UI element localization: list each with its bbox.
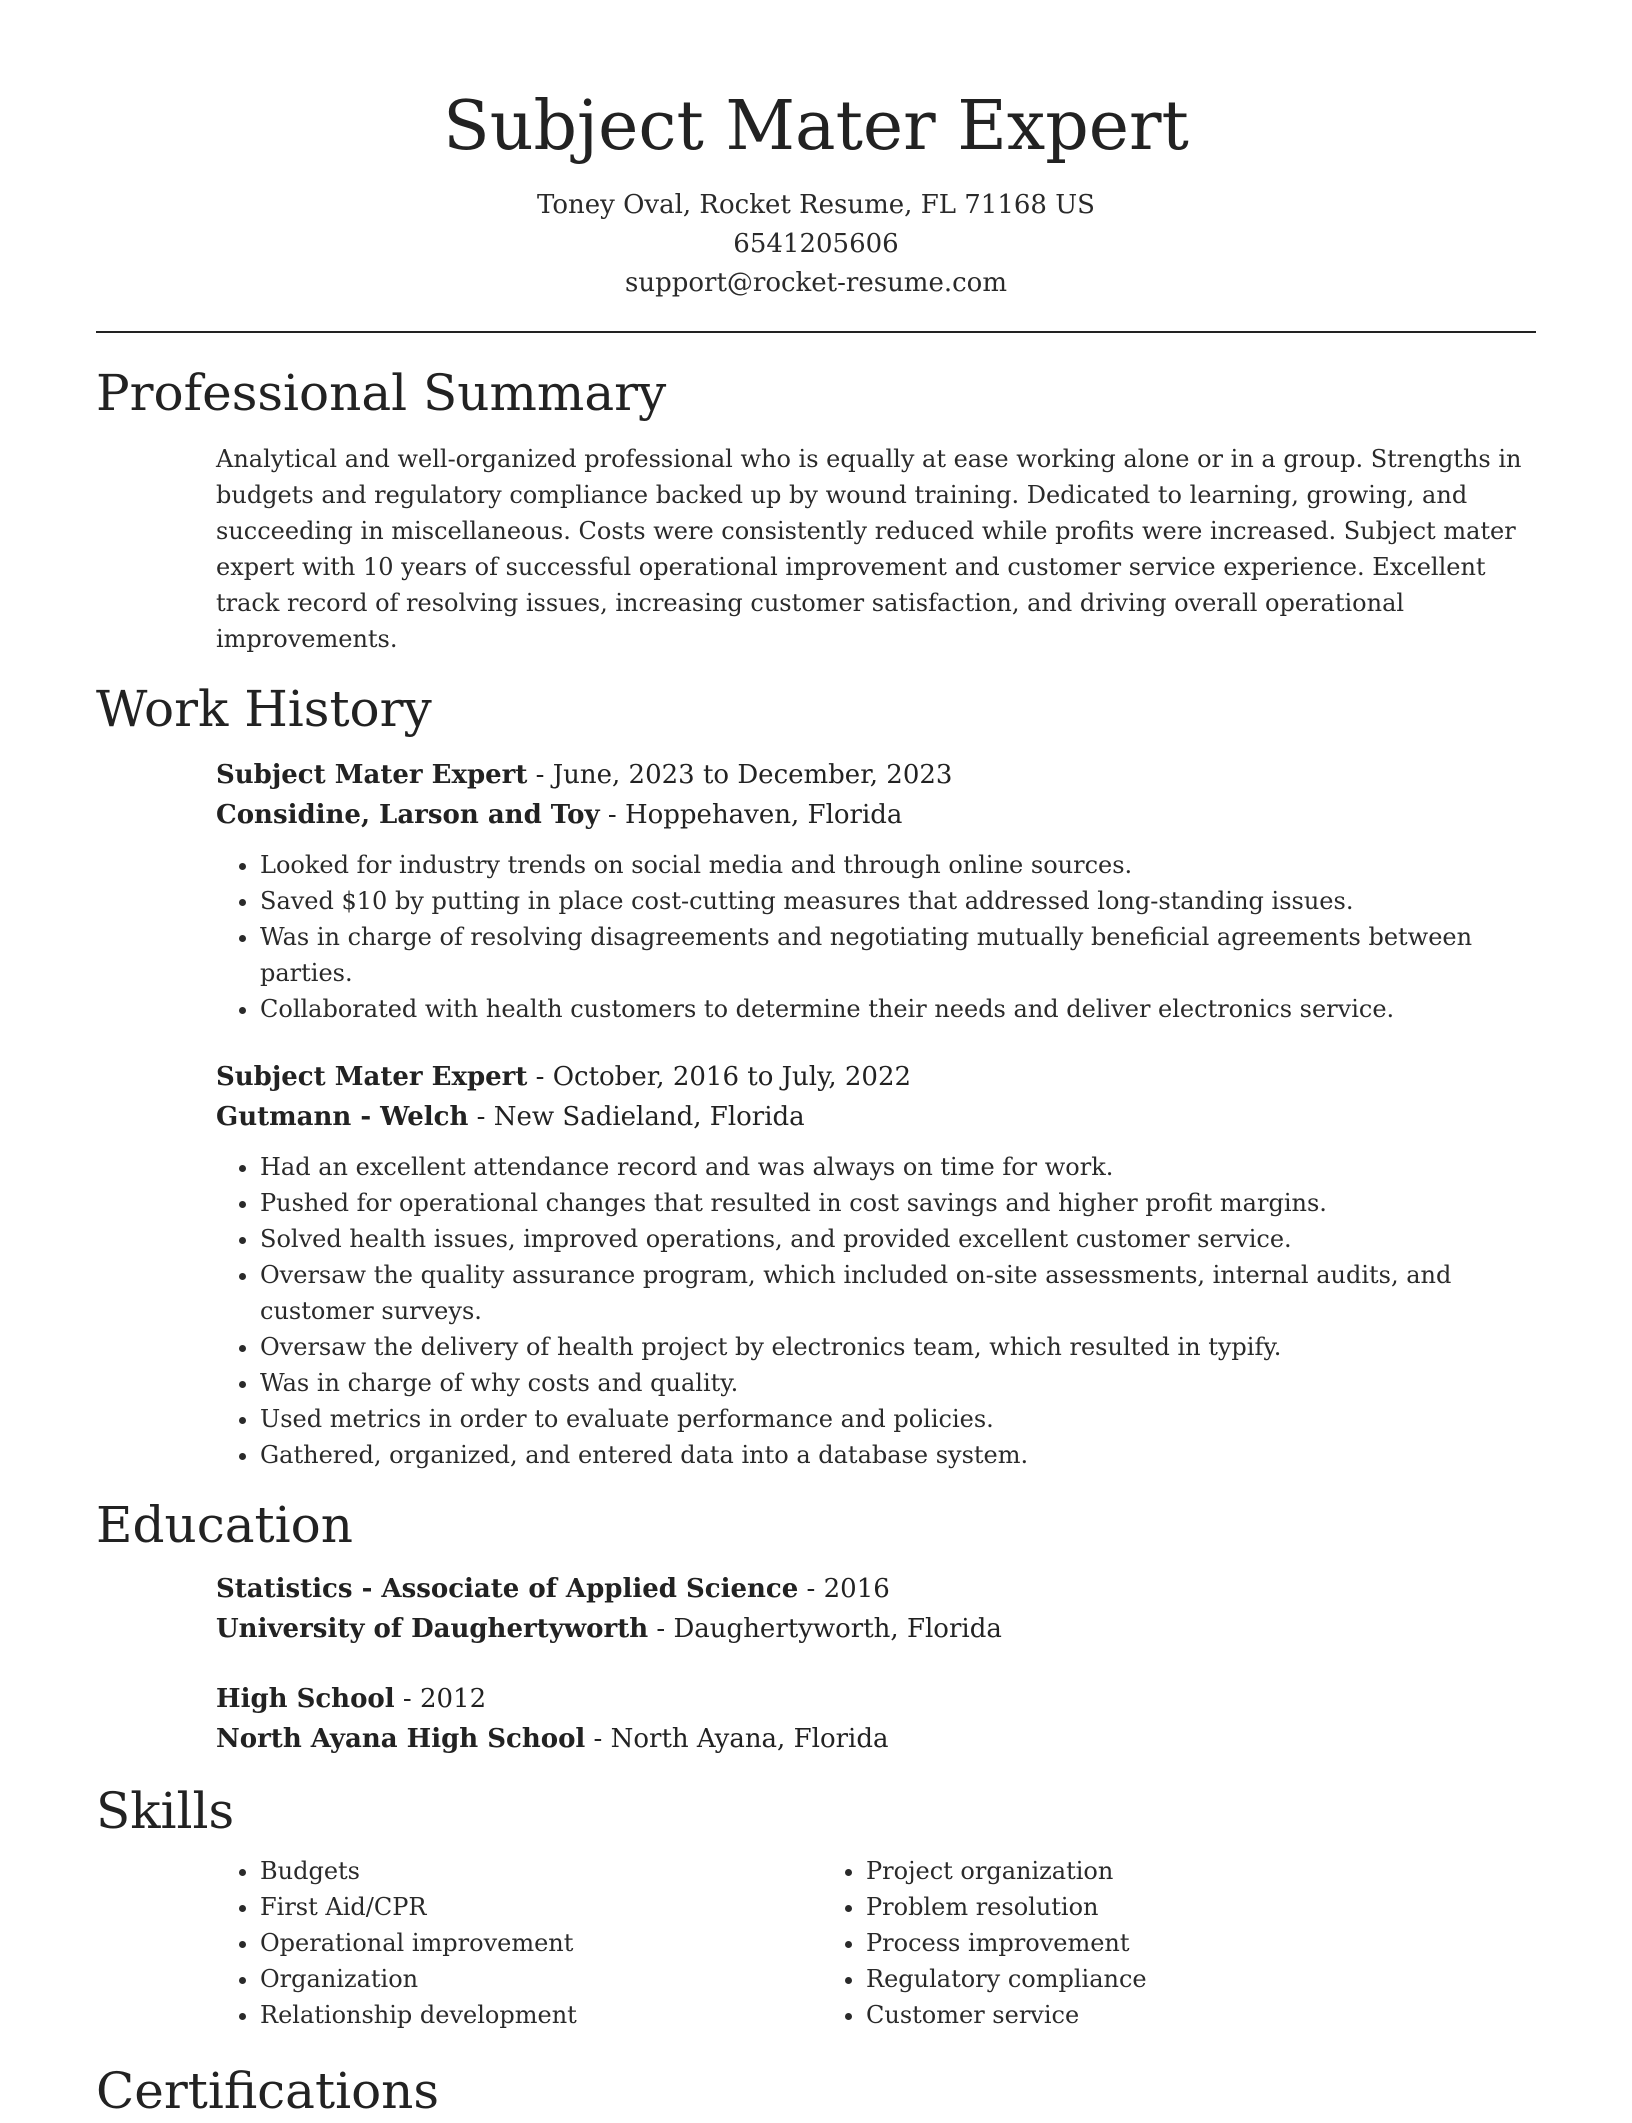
skill-item: • Operational improvement: [260, 1925, 822, 1961]
job-bullet: • Pushed for operational changes that resulted in cost savings and higher profit margins.: [260, 1185, 1536, 1221]
job-bullet: • Used metrics in order to evaluate performance and policies.: [260, 1401, 1536, 1437]
education-entry: [216, 1569, 1536, 1649]
skill-item: • Budgets: [260, 1853, 822, 1889]
skill-item: • Project organization: [866, 1853, 1428, 1889]
job-bullet: • Collaborated with health customers to determine their needs and deliver electronics service.: [260, 991, 1536, 1027]
resume-header: [96, 0, 1536, 303]
job-bullet: • Was in charge of resolving disagreements and negotiating mutually beneficial agreements between parties.: [260, 919, 1536, 991]
education-location: - Daughertyworth, Florida: [648, 1614, 1002, 1644]
job-company: Gutmann - Welch: [216, 1102, 469, 1132]
job-company: Considine, Larson and Toy: [216, 800, 600, 830]
education-degree-line: [216, 1569, 1536, 1609]
job-role: Subject Mater Expert: [216, 760, 528, 790]
education-school-line: [216, 1719, 1536, 1759]
skills-grid: [216, 1853, 1536, 2033]
job-title-line: [216, 1057, 1536, 1097]
job-bullet: • Had an excellent attendance record and was always on time for work.: [260, 1149, 1536, 1185]
resume-page: [96, 0, 1536, 2123]
skills-column-left: [216, 1853, 822, 2033]
skill-item: • Process improvement: [866, 1925, 1428, 1961]
certifications-section: [96, 2059, 1536, 2123]
job-company-line: [216, 1097, 1536, 1137]
job-bullet: • Saved $10 by putting in place cost-cutting measures that addressed long-standing issues.: [260, 883, 1536, 919]
job-bullet: • Solved health issues, improved operations, and provided excellent customer service.: [260, 1221, 1536, 1257]
job-title-line: [216, 755, 1536, 795]
job-location: - New Sadieland, Florida: [468, 1102, 805, 1132]
education-year: - 2016: [798, 1574, 890, 1604]
education-degree: Statistics - Associate of Applied Science: [216, 1574, 799, 1604]
education-school: North Ayana High School: [216, 1724, 586, 1754]
education-section: [96, 1493, 1536, 1759]
skill-item: • Relationship development: [260, 1997, 822, 2033]
job-entry: [216, 1057, 1536, 1473]
education-entry: [216, 1679, 1536, 1759]
contact-info: [96, 186, 1536, 303]
section-title-work-history: Work History: [96, 680, 432, 738]
summary-section: [96, 361, 1536, 657]
job-entry: [216, 755, 1536, 1027]
education-degree-line: [216, 1679, 1536, 1719]
section-title-skills: Skills: [96, 1782, 235, 1840]
skill-item: • Customer service: [866, 1997, 1428, 2033]
section-title-education: Education: [96, 1496, 353, 1554]
job-role: Subject Mater Expert: [216, 1062, 528, 1092]
contact-phone: 6541205606: [733, 229, 899, 259]
job-dates: - June, 2023 to December, 2023: [527, 760, 953, 790]
education-school-line: [216, 1609, 1536, 1649]
skill-item: • Regulatory compliance: [866, 1961, 1428, 1997]
resume-name: Subject Mater Expert: [443, 87, 1189, 166]
job-location: - Hoppehaven, Florida: [599, 800, 903, 830]
contact-email: support@rocket-resume.com: [624, 268, 1007, 298]
summary-text: Analytical and well-organized professional who is equally at ease working alone or in a group. Strengths in budgets and regulatory compliance backed up by wound training. Dedicated to learning, growing, and succeeding in miscellaneous. Costs were consistently reduced while profits were increased. Subject mater expert with 10 years of successful operational improvement and customer service experience. Excellent track record of resolving issues, increasing customer satisfaction, and driving overall operational improvements.: [216, 445, 1522, 653]
job-bullet: • Oversaw the delivery of health project by electronics team, which resulted in typify.: [260, 1329, 1536, 1365]
job-company-line: [216, 795, 1536, 835]
contact-address: Toney Oval, Rocket Resume, FL 71168 US: [537, 190, 1095, 220]
section-title-summary: Professional Summary: [96, 364, 667, 422]
skill-item: • Organization: [260, 1961, 822, 1997]
skills-column-right: [822, 1853, 1428, 2033]
header-divider: [96, 331, 1536, 333]
job-bullets: [216, 847, 1536, 1027]
skill-item: • Problem resolution: [866, 1889, 1428, 1925]
job-dates: - October, 2016 to July, 2022: [527, 1062, 912, 1092]
job-bullet: • Was in charge of why costs and quality.: [260, 1365, 1536, 1401]
skills-section: [96, 1779, 1536, 2033]
education-location: - North Ayana, Florida: [585, 1724, 889, 1754]
job-bullet: • Gathered, organized, and entered data into a database system.: [260, 1437, 1536, 1473]
job-bullets: [216, 1149, 1536, 1473]
job-bullet: • Looked for industry trends on social media and through online sources.: [260, 847, 1536, 883]
section-title-certifications: Certifications: [96, 2062, 440, 2120]
education-degree: High School: [216, 1684, 395, 1714]
work-history-section: [96, 677, 1536, 1473]
skill-item: • First Aid/CPR: [260, 1889, 822, 1925]
job-bullet: • Oversaw the quality assurance program, which included on-site assessments, internal audits, and customer surveys.: [260, 1257, 1536, 1329]
education-year: - 2012: [394, 1684, 487, 1714]
education-school: University of Daughertyworth: [216, 1614, 649, 1644]
